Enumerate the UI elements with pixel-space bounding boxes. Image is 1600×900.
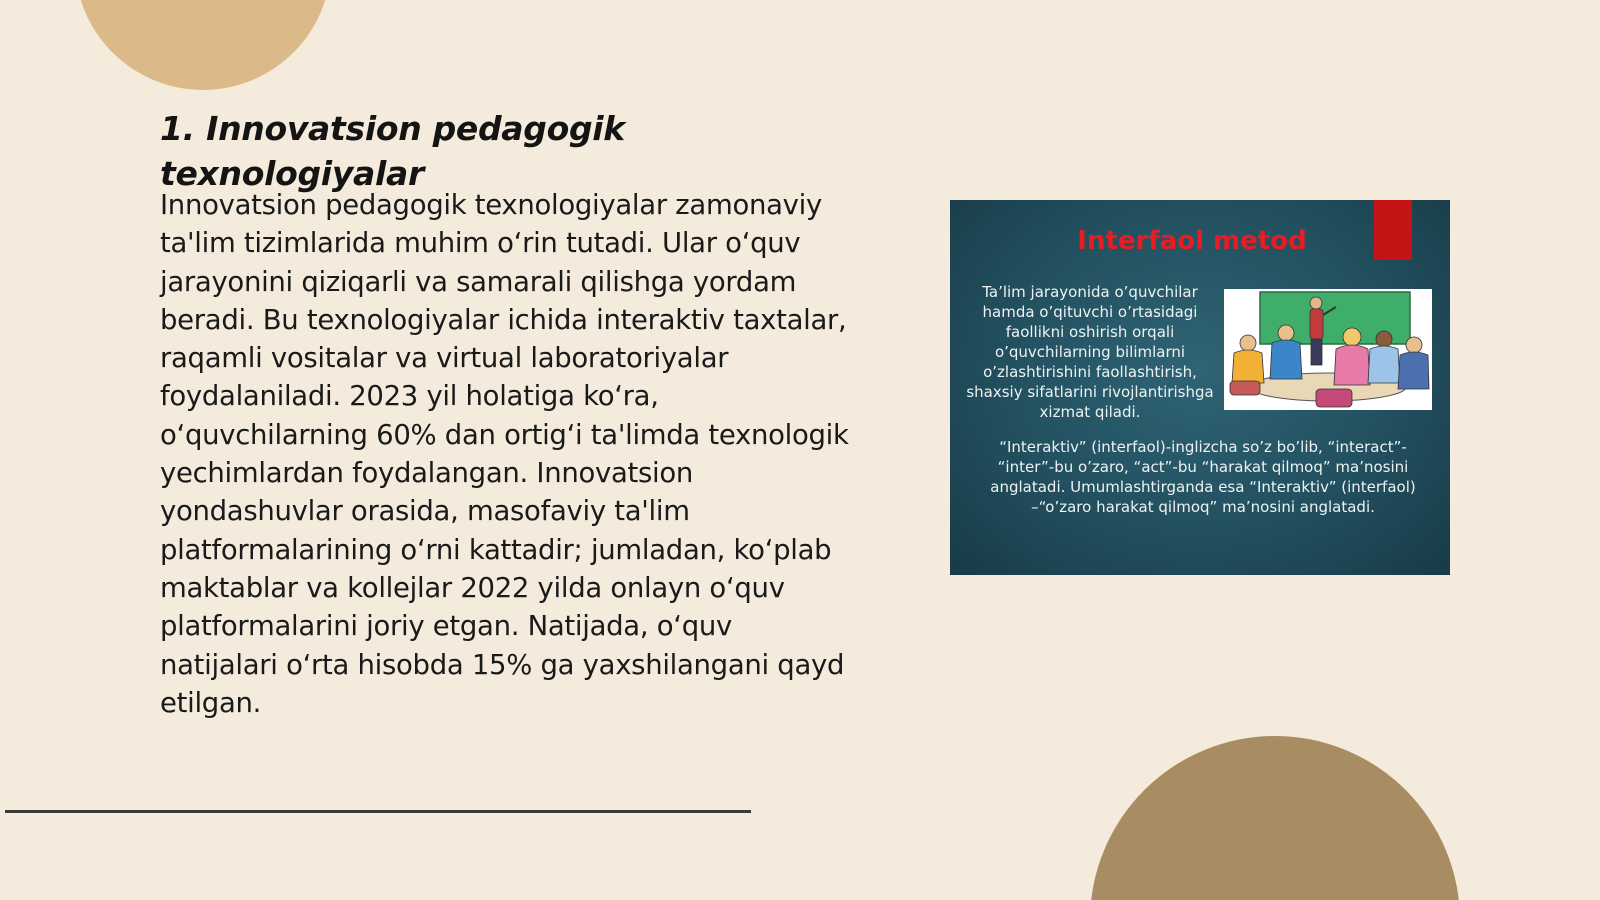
decorative-circle-bottom (1090, 736, 1460, 900)
figure-paragraph-1: Ta’lim jarayonida o’quvchilar hamda o’qituvchi o’rtasidagi faollikni oshirish orqali o’quvchilarning bilimlarni o’zlashtirishini faollashtirish, shaxsiy sifatlarini rivojlantirishga xizmat qiladi. (966, 283, 1214, 421)
decorative-circle-top (75, 0, 331, 90)
figure-paragraph-2: “Interaktiv” (interfaol)-inglizcha so’z bo’lib, “interact”- “inter”-bu o’zaro, “act”-bu “harakat qilmoq” ma’nosini anglatadi. Umumlashtirganda esa “Interaktiv” (interfaol) –“o’zaro harakat qilmoq” ma’nosini anglatadi. (990, 438, 1416, 516)
figure-heading: Interfaol metod (1077, 226, 1307, 256)
body-paragraph: Innovatsion pedagogik texnologiyalar zamonaviy ta'lim tizimlarida muhim o‘rin tutadi. Ular o‘quv jarayonini qiziqarli va samarali qilishga yordam beradi. Bu texnologiyalar ichida interaktiv taxtalar, raqamli vositalar va virtual laboratoriyalar foydalaniladi. 2023 yil holatiga ko‘ra, o‘quvchilarning 60% dan ortig‘i ta'limda texnologik yechimlardan foydalangan. Innovatsion yondashuvlar orasida, masofaviy ta'lim platformalarining o‘rni kattadir; jumladan, ko‘plab maktablar va kollejlar 2022 yilda onlayn o‘quv platformalarini joriy etgan. Natijada, o‘quv natijalari o‘rta hisobda 15% ga yaxshilangani qayd etilgan. (160, 189, 849, 719)
horizontal-rule (5, 810, 751, 813)
interfaol-metod-image (950, 200, 1450, 575)
slide-title: 1. Innovatsion pedagogik texnologiyalar (160, 109, 625, 193)
classroom-illustration-icon (1224, 289, 1432, 410)
